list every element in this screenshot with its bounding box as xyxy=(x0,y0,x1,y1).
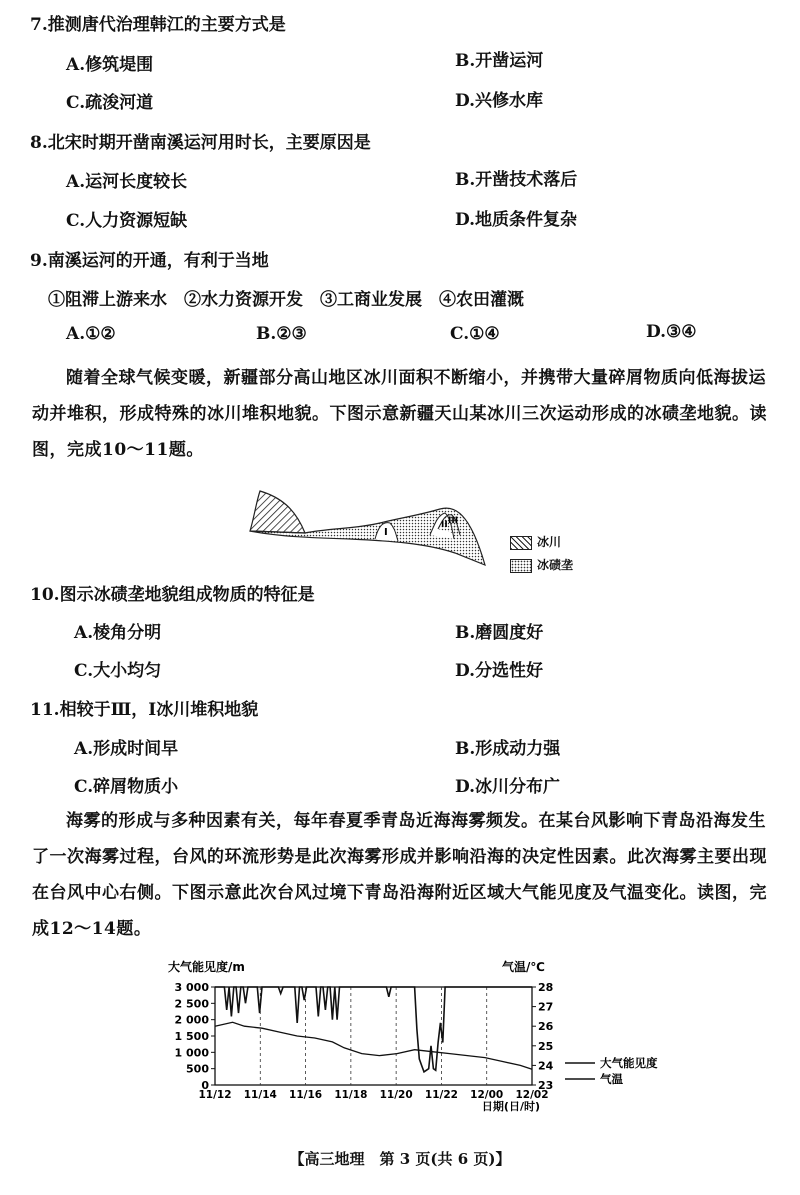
y-left-tick-label: 500 xyxy=(186,1062,209,1076)
x-tick-label: 11/12 xyxy=(198,1089,232,1101)
q9-option-b: B.②③ xyxy=(256,324,307,344)
moraine-diagram xyxy=(240,483,500,578)
passage-glacier-text: 随着全球气候变暖，新疆部分高山地区冰川面积不断缩小，并携带大量碎屑物质向低海拔运动并堆积，形成特殊的冰川堆积地貌。下图示意新疆天山某冰川三次运动形成的冰碛垄地貌。读图，完成10～11题。 xyxy=(32,368,767,460)
legend-label-0: 大气能见度 xyxy=(600,1056,658,1070)
q10-option-d: D.分选性好 xyxy=(455,661,544,681)
x-tick-label: 11/20 xyxy=(379,1089,413,1101)
y-right-tick-label: 26 xyxy=(538,1020,554,1034)
q10-option-b: B.磨圆度好 xyxy=(455,623,544,643)
series-temperature-line xyxy=(215,1022,532,1069)
q11-option-d: D.冰川分布广 xyxy=(455,777,561,797)
y-right-tick-label: 24 xyxy=(538,1059,554,1073)
q9-option-c: C.①④ xyxy=(450,324,500,344)
q8-stem: 8.北宋时期开凿南溪运河用时长，主要原因是 xyxy=(30,133,371,153)
q9-stem: 9.南溪运河的开通，有利于当地 xyxy=(30,251,269,271)
legend-glacier-label: 冰川 xyxy=(537,535,562,549)
q11-option-b: B.形成动力强 xyxy=(455,739,561,759)
q10-stem: 10.图示冰碛垄地貌组成物质的特征是 xyxy=(30,585,315,605)
q7-option-b: B.开凿运河 xyxy=(455,51,544,71)
visibility-temperature-chart xyxy=(160,955,700,1115)
q11-option-a: A.形成时间早 xyxy=(74,739,179,759)
x-tick-label: 11/16 xyxy=(289,1089,323,1101)
legend-glacier-swatch xyxy=(510,536,532,550)
y-axis-left-title: 大气能见度/m xyxy=(168,960,245,974)
y-axis-right-title: 气温/℃ xyxy=(502,960,545,974)
passage-fog-text: 海雾的形成与多种因素有关，每年春夏季青岛近海海雾频发。在某台风影响下青岛沿海发生了一次海雾过程，台风的环流形势是此次海雾形成并影响沿海的决定性因素。此次海雾主要出现在台风中心右侧。下图示意此次台风过境下青岛沿海附近区域大气能见度及气温变化。读图，完成12～14题。 xyxy=(32,811,767,939)
q7-option-a: A.修筑堤围 xyxy=(66,55,154,75)
q8-option-a: A.运河长度较长 xyxy=(66,172,188,192)
plot-frame xyxy=(215,987,532,1085)
q7-option-d: D.兴修水库 xyxy=(455,91,544,111)
label-iii: III xyxy=(448,516,459,526)
q8-option-d: D.地质条件复杂 xyxy=(455,210,578,230)
x-tick-label: 12/00 xyxy=(470,1089,504,1101)
passage-fog xyxy=(32,803,772,947)
q11-option-c: C.碎屑物质小 xyxy=(74,777,179,797)
y-left-tick-label: 3 000 xyxy=(174,981,209,994)
legend-moraine-label: 冰碛垄 xyxy=(537,558,574,572)
q9-items: ①阻滞上游来水 ②水力资源开发 ③工商业发展 ④农田灌溉 xyxy=(48,290,524,310)
passage-glacier xyxy=(32,360,772,468)
q10-option-c: C.大小均匀 xyxy=(74,661,162,681)
glacier-area xyxy=(250,491,305,533)
y-right-tick-label: 23 xyxy=(538,1079,554,1092)
series-visibility-line xyxy=(215,987,532,1072)
q9-option-d: D.③④ xyxy=(646,322,697,342)
legend-moraine-swatch xyxy=(510,559,532,573)
y-right-tick-label: 25 xyxy=(538,1039,554,1053)
q8-option-b: B.开凿技术落后 xyxy=(455,170,578,190)
x-tick-label: 12/02 xyxy=(515,1089,549,1101)
x-tick-label: 11/18 xyxy=(334,1089,368,1101)
y-left-tick-label: 2 500 xyxy=(174,997,209,1011)
y-left-tick-label: 2 000 xyxy=(174,1013,209,1027)
q9-option-a: A.①② xyxy=(66,324,116,344)
q11-stem: 11.相较于Ⅲ，Ⅰ冰川堆积地貌 xyxy=(30,700,259,720)
legend-label-1: 气温 xyxy=(600,1072,623,1086)
y-right-tick-label: 27 xyxy=(538,1000,554,1014)
y-left-tick-label: 1 000 xyxy=(174,1046,209,1060)
q7-stem: 7.推测唐代治理韩江的主要方式是 xyxy=(30,15,286,35)
label-i: I xyxy=(384,527,388,538)
x-axis-title: 日期(日/时) xyxy=(481,1100,540,1113)
page-footer: 【高三地理 第 3 页(共 6 页)】 xyxy=(289,1150,511,1168)
x-tick-label: 11/22 xyxy=(424,1089,458,1101)
legend-moraine xyxy=(510,556,573,573)
q8-option-c: C.人力资源短缺 xyxy=(66,211,188,231)
y-left-tick-label: 1 500 xyxy=(174,1030,209,1043)
x-tick-label: 11/14 xyxy=(243,1089,277,1101)
legend-glacier xyxy=(510,533,561,550)
label-ii: II xyxy=(441,520,448,530)
q7-option-c: C.疏浚河道 xyxy=(66,93,154,113)
y-left-tick-label: 0 xyxy=(201,1079,209,1092)
y-right-tick-label: 28 xyxy=(538,981,554,994)
q10-option-a: A.棱角分明 xyxy=(74,623,162,643)
